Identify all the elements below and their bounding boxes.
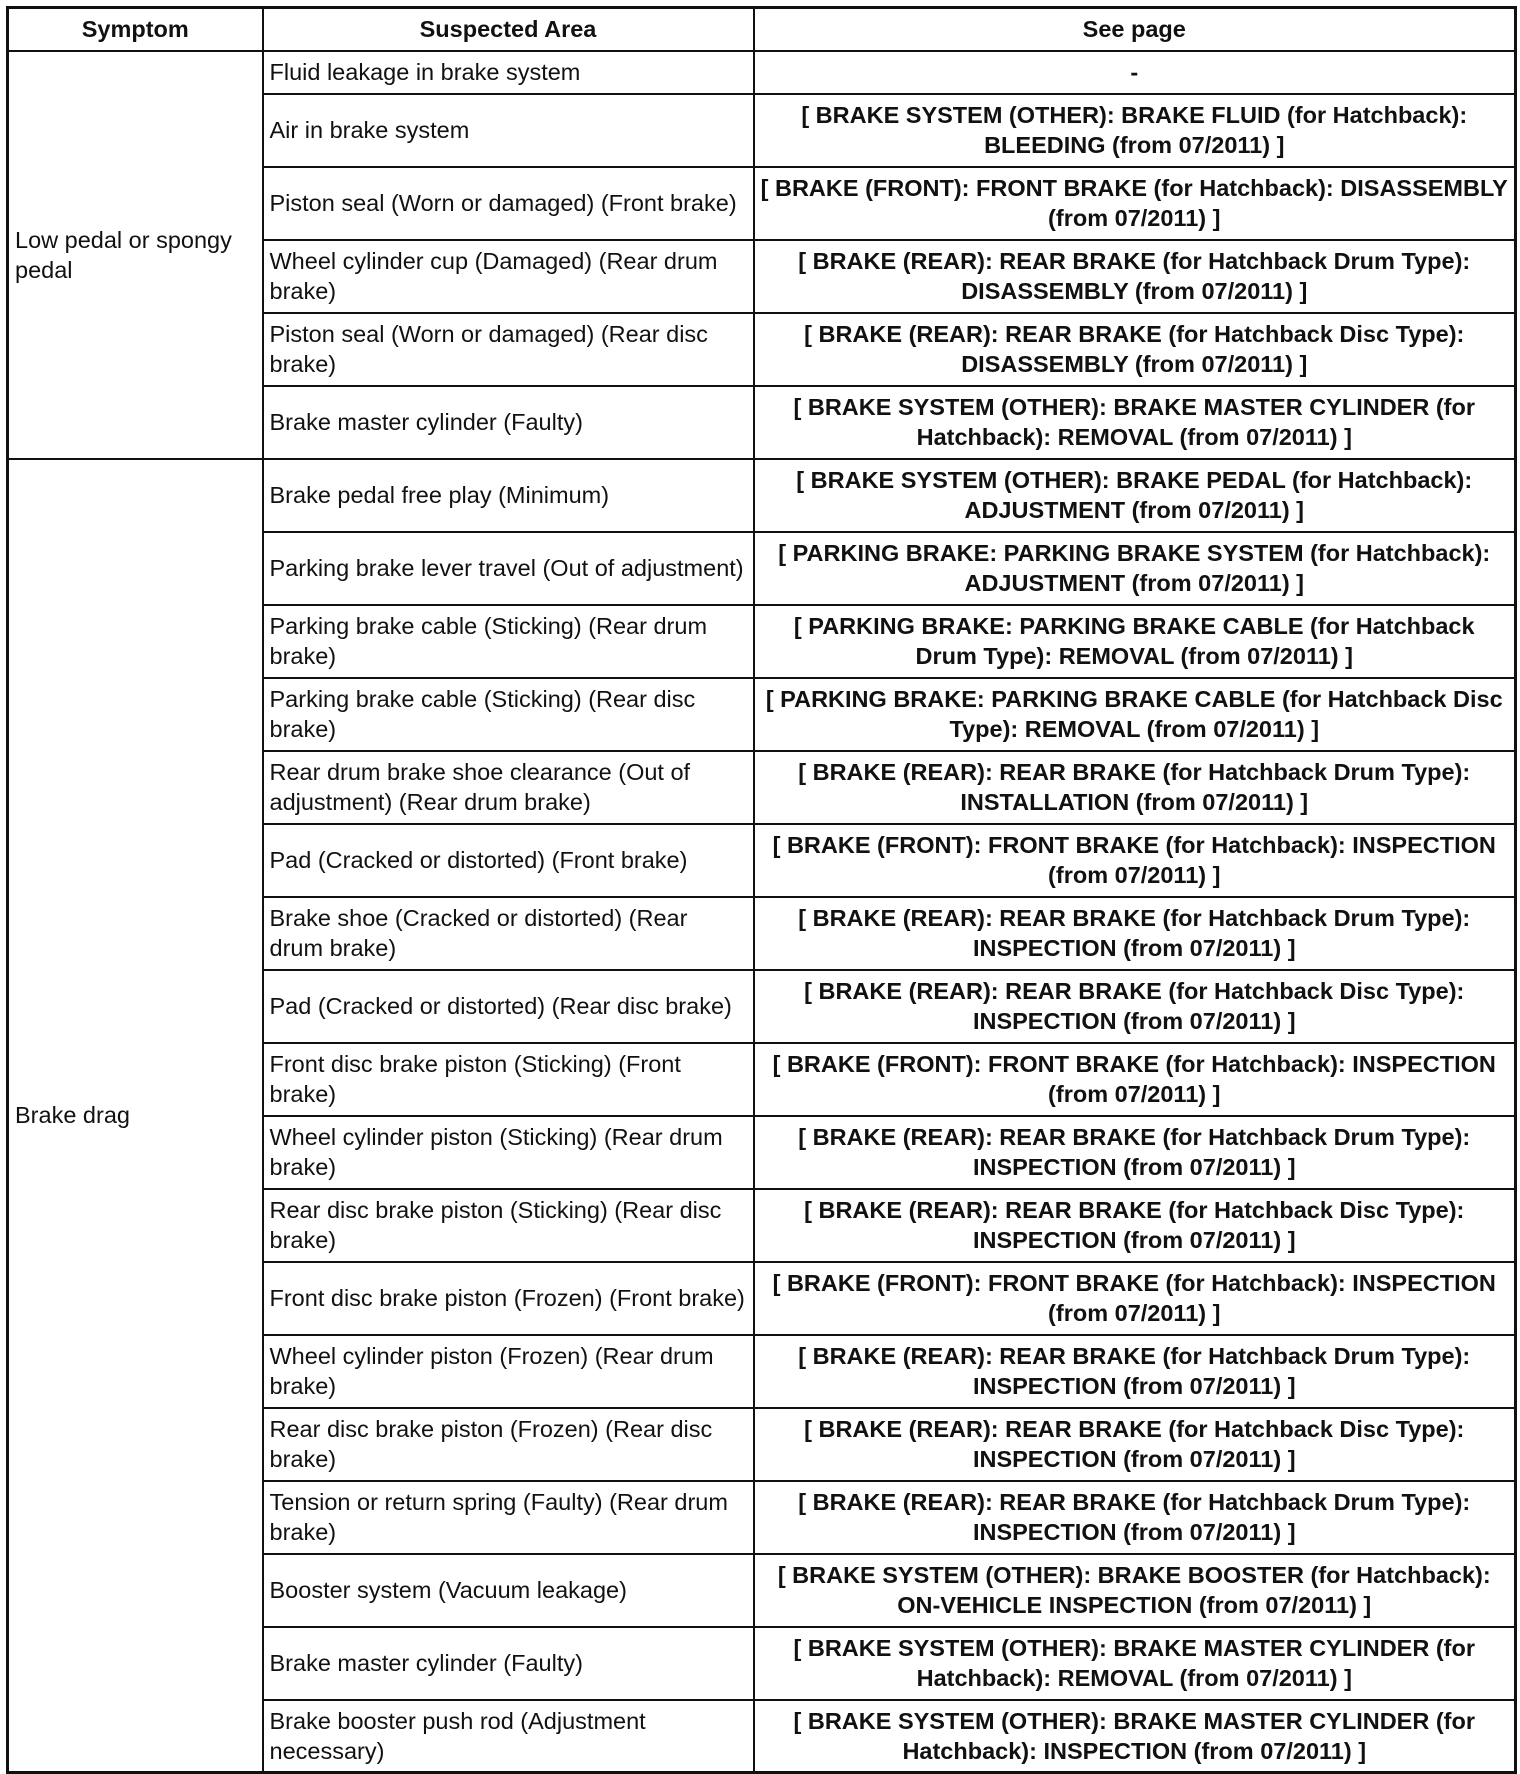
suspected-area-cell: Wheel cylinder piston (Sticking) (Rear drum brake) (263, 1116, 754, 1189)
suspected-area-cell: Parking brake cable (Sticking) (Rear drum brake) (263, 605, 754, 678)
header-see-page: See page (754, 8, 1516, 51)
see-page-reference-cell[interactable]: [ BRAKE (FRONT): FRONT BRAKE (for Hatchback): INSPECTION (from 07/2011) ] (754, 1262, 1516, 1335)
see-page-reference-cell[interactable]: [ BRAKE SYSTEM (OTHER): BRAKE MASTER CYLINDER (for Hatchback): REMOVAL (from 07/2011) ] (754, 386, 1516, 459)
suspected-area-cell: Piston seal (Worn or damaged) (Front brake) (263, 167, 754, 240)
suspected-area-cell: Brake pedal free play (Minimum) (263, 459, 754, 532)
suspected-area-cell: Air in brake system (263, 94, 754, 167)
see-page-reference-cell[interactable]: [ BRAKE SYSTEM (OTHER): BRAKE FLUID (for Hatchback): BLEEDING (from 07/2011) ] (754, 94, 1516, 167)
suspected-area-cell: Front disc brake piston (Frozen) (Front brake) (263, 1262, 754, 1335)
see-page-reference-cell[interactable]: [ BRAKE (FRONT): FRONT BRAKE (for Hatchback): INSPECTION (from 07/2011) ] (754, 824, 1516, 897)
suspected-area-cell: Brake master cylinder (Faulty) (263, 1627, 754, 1700)
see-page-reference-cell[interactable]: [ PARKING BRAKE: PARKING BRAKE CABLE (for Hatchback Disc Type): REMOVAL (from 07/2011) ] (754, 678, 1516, 751)
suspected-area-cell: Brake booster push rod (Adjustment necessary) (263, 1700, 754, 1773)
see-page-reference-cell[interactable]: [ BRAKE (REAR): REAR BRAKE (for Hatchback Disc Type): INSPECTION (from 07/2011) ] (754, 1408, 1516, 1481)
see-page-reference-cell[interactable]: [ BRAKE (REAR): REAR BRAKE (for Hatchback Disc Type): INSPECTION (from 07/2011) ] (754, 1189, 1516, 1262)
suspected-area-cell: Brake master cylinder (Faulty) (263, 386, 754, 459)
header-row (8, 8, 1516, 51)
suspected-area-cell: Wheel cylinder piston (Frozen) (Rear drum brake) (263, 1335, 754, 1408)
see-page-reference-cell[interactable]: [ BRAKE (REAR): REAR BRAKE (for Hatchback Drum Type): INSTALLATION (from 07/2011) ] (754, 751, 1516, 824)
see-page-reference-cell[interactable]: [ BRAKE SYSTEM (OTHER): BRAKE MASTER CYLINDER (for Hatchback): REMOVAL (from 07/2011) ] (754, 1627, 1516, 1700)
suspected-area-cell: Fluid leakage in brake system (263, 51, 754, 94)
see-page-reference-cell[interactable]: [ BRAKE (REAR): REAR BRAKE (for Hatchback Drum Type): INSPECTION (from 07/2011) ] (754, 897, 1516, 970)
symptom-cell: Low pedal or spongy pedal (8, 51, 263, 459)
header-suspected-area: Suspected Area (263, 8, 754, 51)
see-page-reference-cell[interactable]: [ PARKING BRAKE: PARKING BRAKE CABLE (for Hatchback Drum Type): REMOVAL (from 07/2011) ] (754, 605, 1516, 678)
diagnostic-table (6, 6, 1517, 1774)
suspected-area-cell: Pad (Cracked or distorted) (Front brake) (263, 824, 754, 897)
see-page-reference-cell[interactable]: [ BRAKE SYSTEM (OTHER): BRAKE PEDAL (for Hatchback): ADJUSTMENT (from 07/2011) ] (754, 459, 1516, 532)
see-page-reference-cell[interactable]: [ BRAKE (REAR): REAR BRAKE (for Hatchback Drum Type): INSPECTION (from 07/2011) ] (754, 1481, 1516, 1554)
see-page-reference-cell[interactable]: [ BRAKE SYSTEM (OTHER): BRAKE BOOSTER (for Hatchback): ON-VEHICLE INSPECTION (from 07/2011) ] (754, 1554, 1516, 1627)
table-header (8, 8, 1516, 51)
see-page-reference-cell[interactable]: [ BRAKE SYSTEM (OTHER): BRAKE MASTER CYLINDER (for Hatchback): INSPECTION (from 07/2011) ] (754, 1700, 1516, 1773)
see-page-reference-cell[interactable]: [ BRAKE (REAR): REAR BRAKE (for Hatchback Drum Type): DISASSEMBLY (from 07/2011) ] (754, 240, 1516, 313)
see-page-reference-cell[interactable]: [ BRAKE (FRONT): FRONT BRAKE (for Hatchback): INSPECTION (from 07/2011) ] (754, 1043, 1516, 1116)
see-page-reference-cell[interactable]: [ BRAKE (REAR): REAR BRAKE (for Hatchback Drum Type): INSPECTION (from 07/2011) ] (754, 1335, 1516, 1408)
see-page-reference-cell[interactable]: [ BRAKE (FRONT): FRONT BRAKE (for Hatchback): DISASSEMBLY (from 07/2011) ] (754, 167, 1516, 240)
suspected-area-cell: Pad (Cracked or distorted) (Rear disc brake) (263, 970, 754, 1043)
suspected-area-cell: Booster system (Vacuum leakage) (263, 1554, 754, 1627)
header-symptom: Symptom (8, 8, 263, 51)
suspected-area-cell: Front disc brake piston (Sticking) (Front brake) (263, 1043, 754, 1116)
suspected-area-cell: Tension or return spring (Faulty) (Rear drum brake) (263, 1481, 754, 1554)
suspected-area-cell: Parking brake lever travel (Out of adjustment) (263, 532, 754, 605)
table-row (8, 459, 1516, 532)
suspected-area-cell: Brake shoe (Cracked or distorted) (Rear drum brake) (263, 897, 754, 970)
see-page-reference-cell[interactable]: [ PARKING BRAKE: PARKING BRAKE SYSTEM (for Hatchback): ADJUSTMENT (from 07/2011) ] (754, 532, 1516, 605)
suspected-area-cell: Rear disc brake piston (Sticking) (Rear disc brake) (263, 1189, 754, 1262)
symptom-cell: Brake drag (8, 459, 263, 1773)
see-page-reference-cell[interactable]: [ BRAKE (REAR): REAR BRAKE (for Hatchback Disc Type): INSPECTION (from 07/2011) ] (754, 970, 1516, 1043)
see-page-reference-cell: - (754, 51, 1516, 94)
see-page-reference-cell[interactable]: [ BRAKE (REAR): REAR BRAKE (for Hatchback Disc Type): DISASSEMBLY (from 07/2011) ] (754, 313, 1516, 386)
table-row (8, 51, 1516, 94)
suspected-area-cell: Wheel cylinder cup (Damaged) (Rear drum brake) (263, 240, 754, 313)
see-page-reference-cell[interactable]: [ BRAKE (REAR): REAR BRAKE (for Hatchback Drum Type): INSPECTION (from 07/2011) ] (754, 1116, 1516, 1189)
suspected-area-cell: Rear disc brake piston (Frozen) (Rear disc brake) (263, 1408, 754, 1481)
table-body (8, 51, 1516, 1773)
suspected-area-cell: Rear drum brake shoe clearance (Out of adjustment) (Rear drum brake) (263, 751, 754, 824)
suspected-area-cell: Parking brake cable (Sticking) (Rear disc brake) (263, 678, 754, 751)
suspected-area-cell: Piston seal (Worn or damaged) (Rear disc brake) (263, 313, 754, 386)
